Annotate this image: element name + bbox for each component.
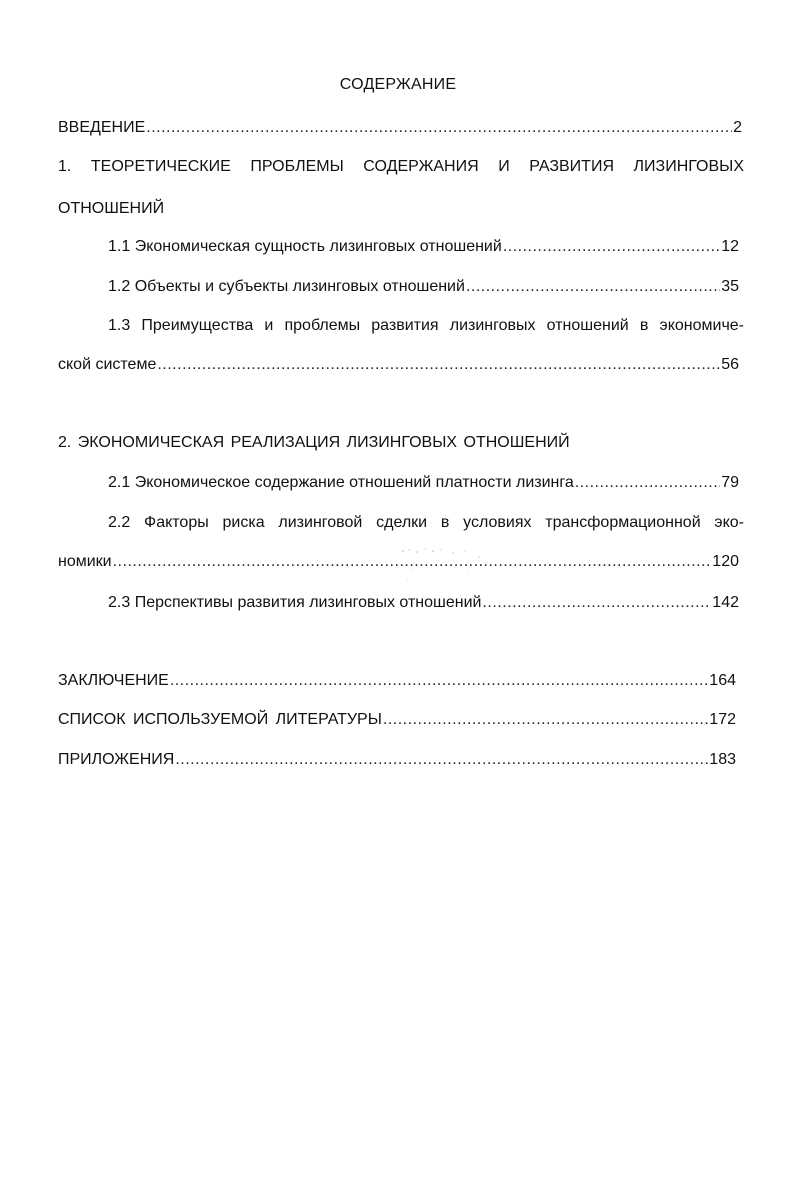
toc-entry-label: ПРИЛОЖЕНИЯ	[58, 751, 175, 768]
toc-page-number: 79	[721, 474, 739, 491]
toc-leader-dots	[575, 473, 720, 493]
toc-entry-2-3[interactable]	[108, 593, 739, 613]
toc-page-number: 56	[721, 356, 739, 373]
toc-page-number: 120	[712, 553, 739, 570]
toc-entry-label: 1.1 Экономическая сущность лизинговых отношений	[108, 238, 502, 255]
toc-leader-dots	[482, 593, 711, 613]
toc-page-number: 12	[721, 238, 739, 255]
toc-entry-1-2[interactable]	[108, 277, 739, 297]
toc-entry-1-3-line1[interactable]: 1.3 Преимущества и проблемы развития лизинговых отношений в экономиче-	[108, 317, 744, 334]
toc-page-number: 142	[712, 594, 739, 611]
toc-entry-1-3[interactable]	[58, 355, 739, 375]
toc-entry-2-1[interactable]	[108, 473, 739, 493]
toc-page-number: 35	[721, 278, 739, 295]
toc-entry-label: СПИСОК ИСПОЛЬЗУЕМОЙ ЛИТЕРАТУРЫ	[58, 711, 382, 728]
toc-entry-label: ской системе	[58, 356, 157, 373]
toc-entry-intro[interactable]	[58, 118, 742, 138]
chapter1-heading-line1[interactable]: 1. ТЕОРЕТИЧЕСКИЕ ПРОБЛЕМЫ СОДЕРЖАНИЯ И РАЗВИТИЯ ЛИЗИНГОВЫХ	[58, 158, 744, 175]
toc-leader-dots	[175, 750, 708, 770]
page-title: СОДЕРЖАНИЕ	[339, 76, 457, 93]
toc-entry-label: ВВЕДЕНИЕ	[58, 119, 146, 136]
chapter2-heading[interactable]: 2. ЭКОНОМИЧЕСКАЯ РЕАЛИЗАЦИЯ ЛИЗИНГОВЫХ ОТНОШЕНИЙ	[58, 434, 570, 451]
toc-page-number: 164	[709, 672, 736, 689]
toc-leader-dots	[146, 118, 732, 138]
toc-page-number: 183	[709, 751, 736, 768]
toc-entry-label: 2.1 Экономическое содержание отношений платности лизинга	[108, 474, 574, 491]
toc-leader-dots	[170, 671, 708, 691]
toc-leader-dots	[466, 277, 720, 297]
toc-page-number: 172	[709, 711, 736, 728]
chapter1-heading-line2[interactable]: ОТНОШЕНИЙ	[58, 200, 165, 217]
toc-entry-conclusion[interactable]	[58, 671, 736, 691]
toc-entry-1-1[interactable]	[108, 237, 739, 257]
toc-entry-label: 1.2 Объекты и субъекты лизинговых отношений	[108, 278, 465, 295]
toc-entry-appendices[interactable]	[58, 750, 736, 770]
toc-entry-label: номики	[58, 553, 112, 570]
toc-entry-label: 2.3 Перспективы развития лизинговых отношений	[108, 594, 482, 611]
scan-smudge	[395, 545, 505, 585]
toc-entry-2-2-line1[interactable]: 2.2 Факторы риска лизинговой сделки в условиях трансформационной эко-	[108, 514, 744, 531]
toc-leader-dots	[157, 355, 720, 375]
toc-leader-dots	[503, 237, 720, 257]
toc-entry-references[interactable]	[58, 710, 736, 730]
toc-page-number: 2	[733, 119, 742, 136]
toc-leader-dots	[383, 710, 708, 730]
toc-entry-label: ЗАКЛЮЧЕНИЕ	[58, 672, 169, 689]
